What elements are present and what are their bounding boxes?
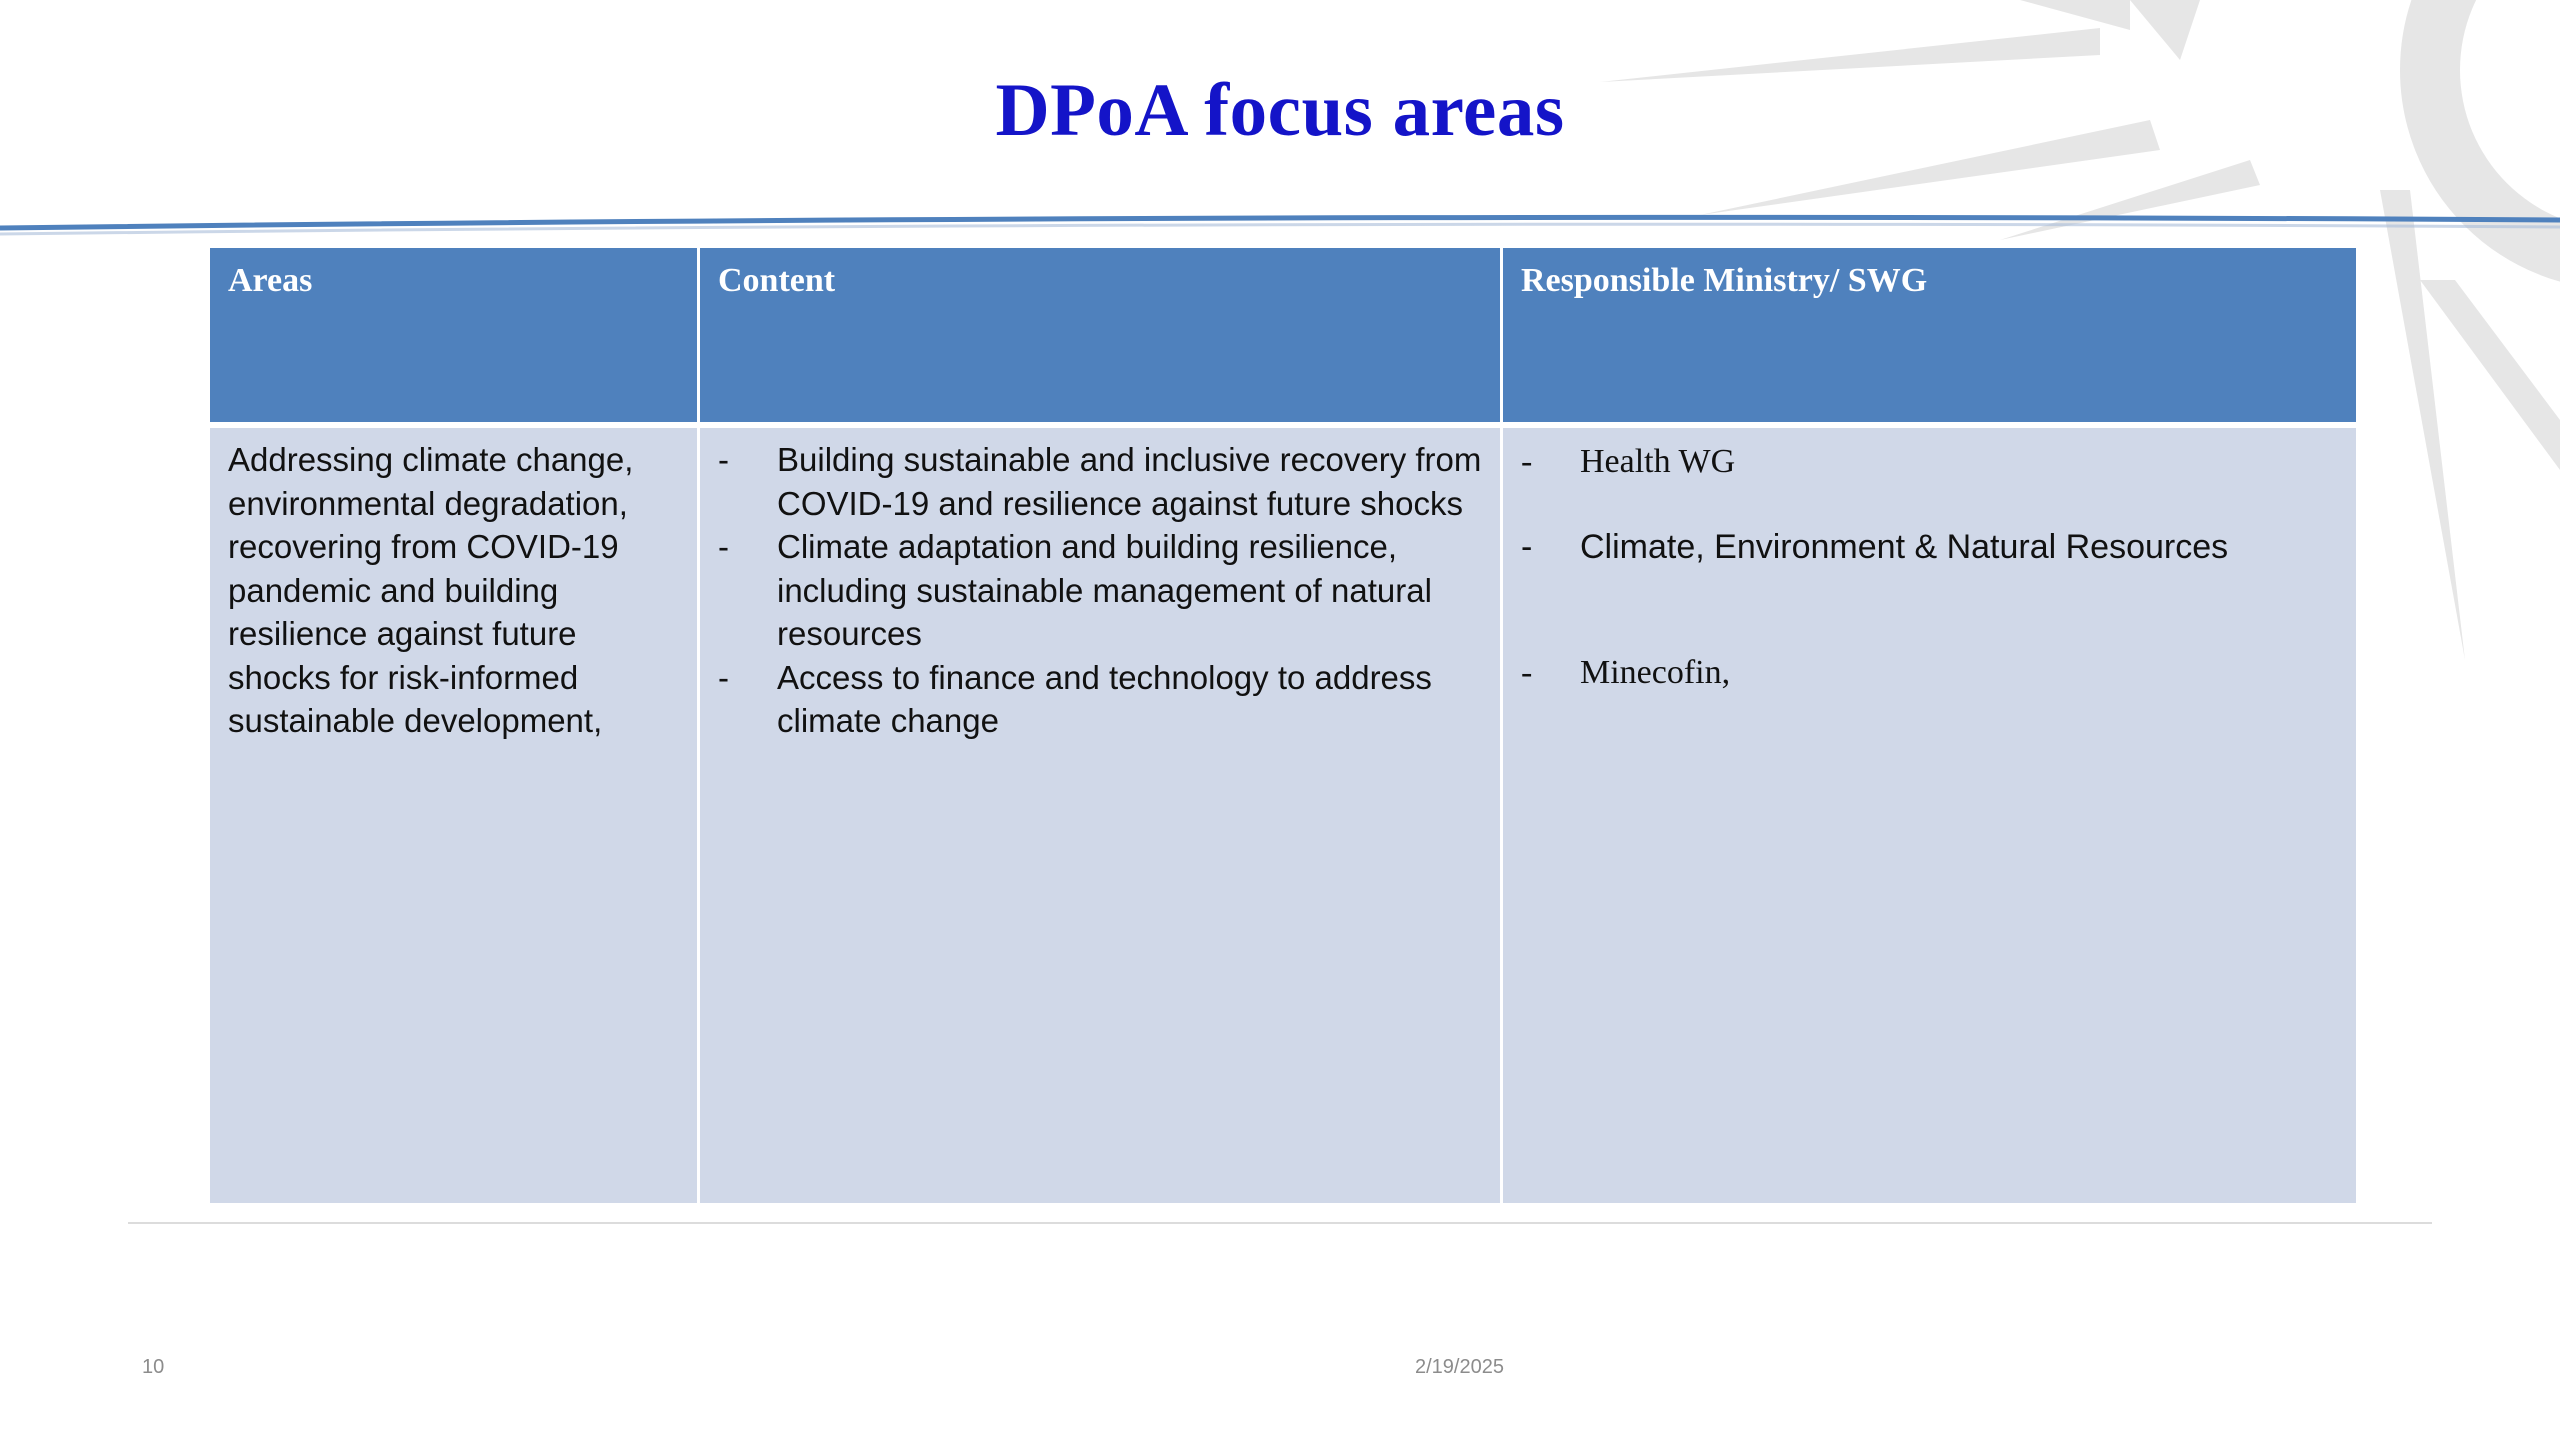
content-item-finance: - Access to finance and technology to address climate change [718,656,1482,743]
slide-title: DPoA focus areas [995,69,1565,152]
content-item-adaptation: - Climate adaptation and building resilience, including sustainable management of natural resources [718,525,1482,656]
table-row [210,428,2356,1203]
slide-number: 10 [142,1356,165,1378]
focus-areas-table [210,248,2356,1203]
content-item-recovery: - Building sustainable and inclusive recovery from COVID-19 and resilience against future shocks [718,438,1482,525]
content-list [718,438,1482,743]
title-divider [0,210,2560,240]
content-cell [700,428,1503,1203]
ministry-item-minecofin: - Minecofin, [1521,651,2338,695]
header-content: Content [700,248,1503,428]
ministry-list [1521,440,2338,695]
footer-divider [128,1222,2432,1224]
header-responsible-ministry: Responsible Ministry/ SWG [1503,248,2356,428]
ministry-cell [1503,428,2356,1203]
areas-cell [210,428,700,1203]
table-header-row [210,248,2356,428]
header-areas: Areas [210,248,700,428]
ministry-item-health: - Health WG [1521,440,2338,484]
slide-date: 2/19/2025 [1415,1356,1504,1378]
area-description: Addressing climate change, environmental degradation, recovering from COVID-19 pandemic and building resilience against future shocks for risk-informed sustainable development, [228,441,634,739]
ministry-item-climate: - Climate, Environment & Natural Resources [1521,526,2338,570]
